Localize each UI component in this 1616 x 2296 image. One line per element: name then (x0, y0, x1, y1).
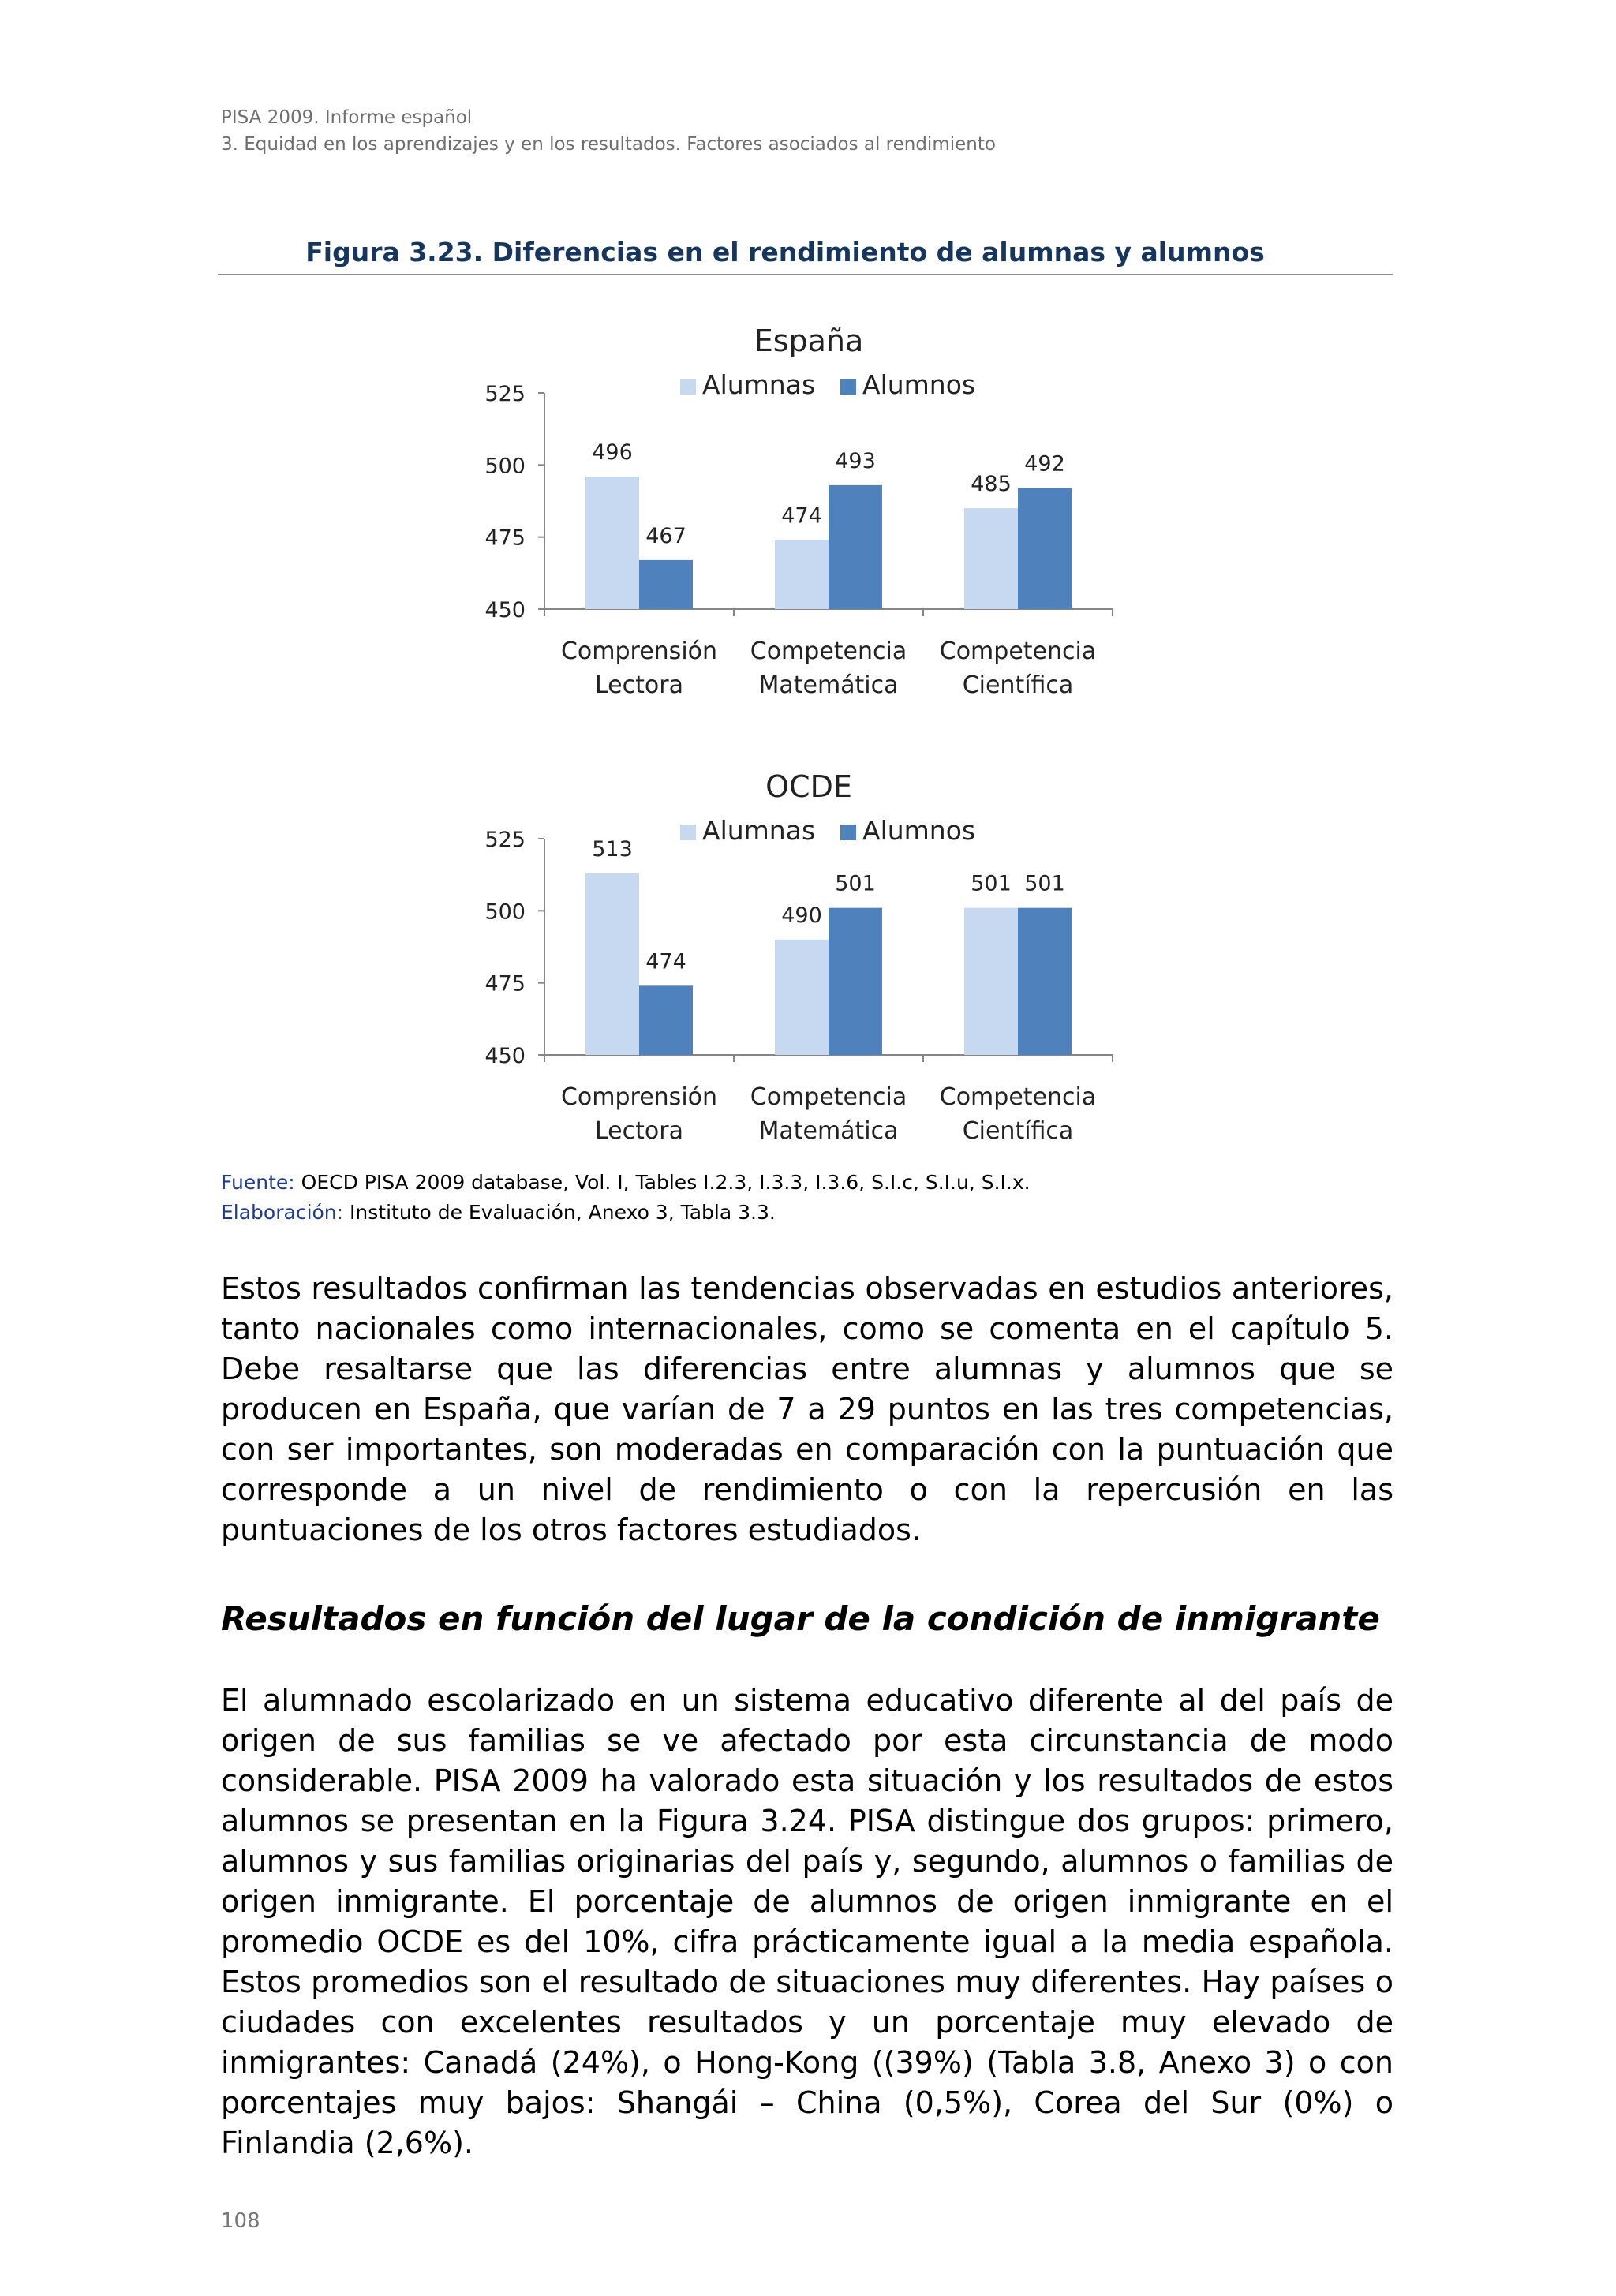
x-category-label-cientifica-1: Competencia (939, 1083, 1097, 1111)
bar-alumnos-cientifica (1018, 908, 1072, 1055)
x-category-label-lectora-1: Comprensión (560, 1083, 718, 1111)
x-category-label-lectora-2: Lectora (595, 671, 683, 699)
chart-ocde (442, 761, 1152, 1172)
data-label-alumnas-lectora: 513 (592, 836, 633, 862)
figure-title (218, 237, 1393, 275)
data-label-alumnas-matematica: 474 (781, 503, 822, 529)
data-label-alumnos-matematica: 501 (835, 871, 876, 896)
bar-alumnas-lectora (585, 873, 639, 1055)
y-tick-label-500: 500 (484, 899, 526, 925)
running-header (221, 104, 996, 158)
bar-alumnos-cientifica (1018, 488, 1072, 609)
y-tick-label-475: 475 (484, 971, 526, 997)
body-paragraph-1: Estos resultados confirman las tendencias observadas en estudios anteriores, tanto nacionales como internacionales, como se comenta en el capítulo 5. Debe resaltarse que las diferencias entre alumnas y alumnos que se producen en España, que varían de 7 a 29 puntos en las tres competencias, con ser importantes, son moderadas en comparación con la puntuación que corresponde a un nivel de rendimiento o con la repercusión en las puntuaciones de los otros factores estudiados. (221, 1271, 1393, 1547)
data-label-alumnos-cientifica: 501 (1024, 871, 1065, 896)
x-category-label-matematica-2: Matemática (758, 1117, 899, 1145)
y-tick-label-450: 450 (484, 1044, 526, 1068)
bar-alumnos-matematica (829, 908, 882, 1055)
data-label-alumnos-matematica: 493 (835, 448, 876, 473)
running-header-title: PISA 2009. Informe español (221, 107, 473, 128)
legend-label-alumnas: Alumnas (702, 815, 816, 846)
elaboration-label: Elaboración: (221, 1201, 344, 1224)
x-category-label-cientifica-2: Científica (962, 671, 1074, 699)
source-label: Fuente: (221, 1171, 295, 1194)
data-label-alumnos-cientifica: 492 (1024, 451, 1065, 477)
elaboration-line (221, 1198, 1031, 1228)
data-label-alumnos-lectora: 474 (645, 949, 686, 974)
bar-alumnos-lectora (639, 985, 693, 1055)
elaboration-text: Instituto de Evaluación, Anexo 3, Tabla 3.3. (343, 1201, 776, 1224)
x-category-label-matematica-2: Matemática (758, 671, 899, 699)
x-category-label-cientifica-2: Científica (962, 1117, 1074, 1145)
y-tick-label-525: 525 (484, 382, 526, 406)
section-heading: Resultados en función del lugar de la condición de inmigrante (221, 1599, 1380, 1638)
data-label-alumnos-lectora: 467 (645, 523, 686, 548)
bar-alumnas-lectora (585, 477, 639, 609)
page-number: 108 (221, 2209, 260, 2233)
x-category-label-lectora-1: Comprensión (560, 638, 718, 665)
x-category-label-cientifica-1: Competencia (939, 638, 1097, 665)
y-tick-label-525: 525 (484, 828, 526, 852)
figure-title-text: Figura 3.23. Diferencias en el rendimiento de alumnas y alumnos (305, 237, 1265, 267)
y-tick-label-500: 500 (484, 454, 526, 479)
bar-alumnos-lectora (639, 560, 693, 609)
source-text: OECD PISA 2009 database, Vol. I, Tables I.2.3, I.3.3, I.3.6, S.I.c, S.I.u, S.I.x. (294, 1171, 1031, 1194)
body-paragraph-2: El alumnado escolarizado en un sistema educativo diferente al del país de origen de sus familias se ve afectado por esta circunstancia de modo considerable. PISA 2009 ha valorado esta situación y los resultados de estos alumnos se presentan en la Figura 3.24. PISA distingue dos grupos: primero, alumnos y sus familias originarias del país y, segundo, alumnos o familias de origen inmigrante. El porcentaje de alumnos de origen inmigrante en el promedio OCDE es del 10%, cifra prácticamente igual a la media española. Estos promedios son el resultado de situaciones muy diferentes. Hay países o ciudades con excelentes resultados y un porcentaje muy elevado de inmigrantes: Canadá (24%), o Hong-Kong ((39%) (Tabla 3.8, Anexo 3) o con porcentajes muy bajos: Shangái – China (0,5%), Corea del Sur (0%) o Finlandia (2,6%). (221, 1683, 1393, 2160)
data-label-alumnas-matematica: 490 (781, 903, 822, 928)
legend-swatch-alumnas (680, 379, 696, 395)
chart-espana (442, 316, 1152, 726)
y-tick-label-450: 450 (484, 598, 526, 623)
legend-swatch-alumnos (840, 379, 856, 395)
source-line (221, 1168, 1031, 1198)
bar-alumnas-matematica (775, 540, 829, 609)
legend-label-alumnas: Alumnas (702, 369, 816, 400)
chart-title: OCDE (765, 769, 852, 804)
data-label-alumnas-cientifica: 501 (971, 871, 1012, 896)
bar-alumnas-matematica (775, 940, 829, 1055)
running-header-chapter: 3. Equidad en los aprendizajes y en los resultados. Factores asociados al rendimiento (221, 134, 996, 155)
legend-swatch-alumnos (840, 825, 856, 840)
data-label-alumnas-lectora: 496 (592, 439, 633, 465)
chart-title: España (754, 323, 864, 358)
x-category-label-matematica-1: Competencia (750, 638, 907, 665)
x-category-label-matematica-1: Competencia (750, 1083, 907, 1111)
bar-alumnas-cientifica (964, 508, 1018, 609)
legend-swatch-alumnas (680, 825, 696, 840)
figure-source (221, 1168, 1031, 1228)
bar-alumnos-matematica (829, 485, 882, 609)
legend-label-alumnos: Alumnos (862, 369, 976, 400)
y-tick-label-475: 475 (484, 525, 526, 551)
x-category-label-lectora-2: Lectora (595, 1117, 683, 1145)
legend-label-alumnos: Alumnos (862, 815, 976, 846)
data-label-alumnas-cientifica: 485 (971, 472, 1012, 497)
bar-alumnas-cientifica (964, 908, 1018, 1055)
